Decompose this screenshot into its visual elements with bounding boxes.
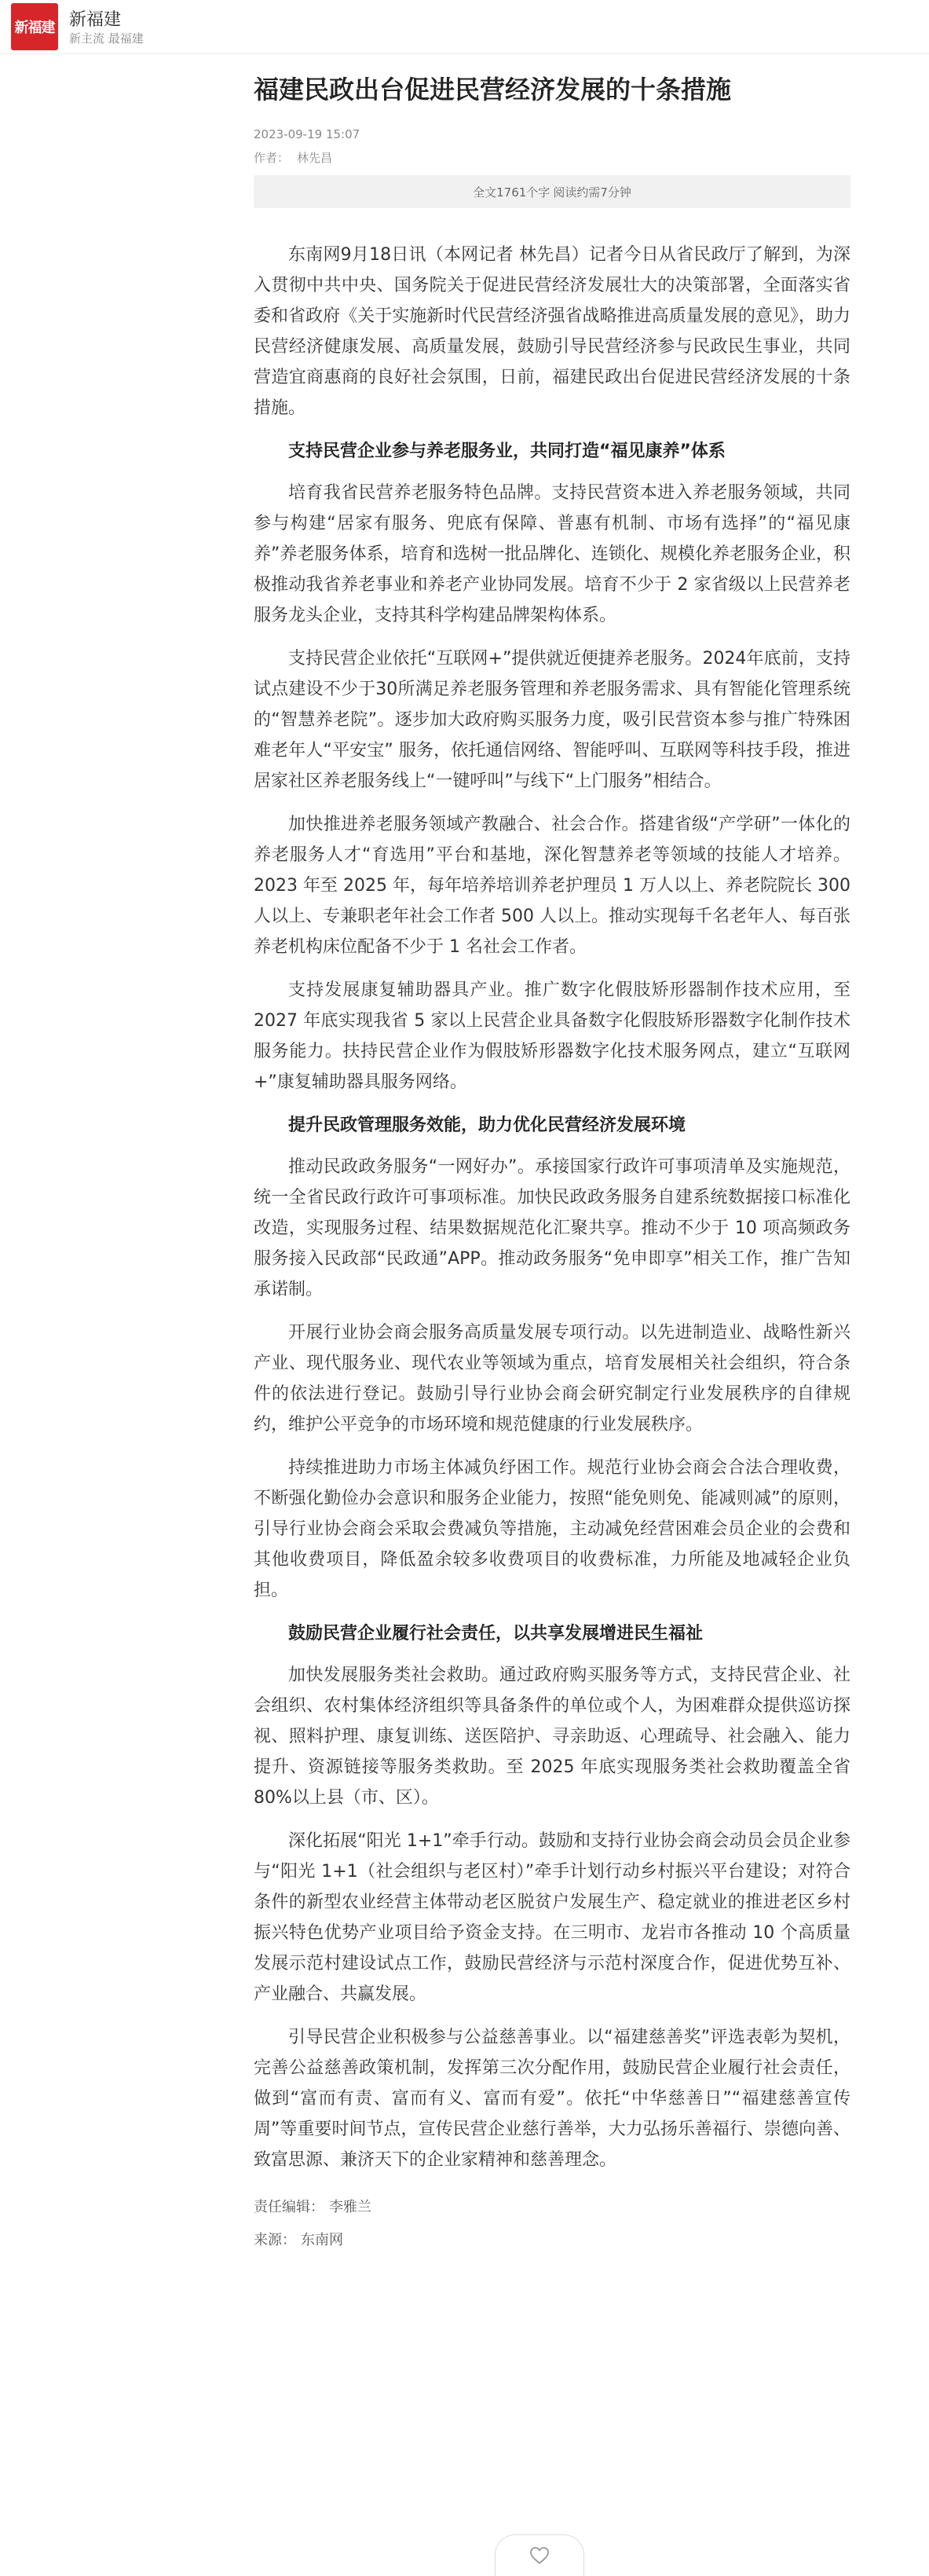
source-name: 东南网: [301, 2232, 343, 2248]
paragraph: 持续推进助力市场主体减负纾困工作。规范行业协会商会合法合理收费，不断强化勤俭办会意识和服务企业能力，按照“能免则免、能减则减”的原则，引导行业协会商会采取会费减负等措施，主动减免经营困难会员企业的会费和其他收费项目，降低盈余较多收费项目的收费标准，力所能及地减轻企业负担。: [254, 1458, 850, 1600]
source-label: 来源：: [254, 2232, 296, 2248]
paragraph: 深化拓展“阳光 1+1”牵手行动。鼓励和支持行业协会商会动员会员企业参与“阳光 1+1（社会组织与老区村）”牵手计划行动乡村振兴平台建设；对符合条件的新型农业经营主体带动老区脱贫户发展生产、稳定就业的推进老区乡村振兴特色优势产业项目给予资金支持。在三明市、龙岩市各推动 10 个高质量发展示范村建设试点工作，鼓励民营经济与示范村深度合作，促进优势互补、产业融合、共赢发展。: [254, 1831, 850, 2004]
section-heading: 鼓励民营企业履行社会责任，以共享发展增进民生福祉: [288, 1624, 704, 1643]
author-line: [254, 149, 850, 166]
article-container: [254, 72, 850, 2262]
top-bar: [0, 0, 929, 54]
editor-line: [254, 2196, 850, 2216]
author-name: 林先昌: [297, 151, 333, 165]
app-slogan: 新主流 最福建: [69, 31, 144, 46]
like-button[interactable]: [495, 2534, 584, 2576]
heart-outline-icon: [529, 2546, 550, 2565]
paragraph: 引导民营企业积极参与公益慈善事业。以“福建慈善奖”评选表彰为契机，完善公益慈善政策机制，发挥第三次分配作用，鼓励民营企业履行社会责任，做到“富而有责、富而有义、富而有爱”。依托“中华慈善日”“福建慈善宣传周”等重要时间节点，宣传民营企业慈行善举，大力弘扬乐善福行、崇德向善、致富思源、兼济天下的企业家精神和慈善理念。: [254, 2028, 850, 2170]
paragraph: 支持发展康复辅助器具产业。推广数字化假肢矫形器制作技术应用，至 2027 年底实现我省 5 家以上民营企业具备数字化假肢矫形器数字化制作技术服务能力。扶持民营企业作为假肢矫形器数字化技术服务网点，建立“互联网+”康复辅助器具服务网络。: [254, 980, 850, 1092]
editor-label: 责任编辑：: [254, 2199, 324, 2215]
paragraph: 支持民营企业依托“互联网+”提供就近便捷养老服务。2024年底前，支持试点建设不少于30所满足养老服务管理和养老服务需求、具有智能化管理系统的“智慧养老院”。逐步加大政府购买服务力度，吸引民营资本参与推广特殊困难老年人“平安宝” 服务，依托通信网络、智能呼叫、互联网等科技手段，推进居家社区养老服务线上“一键呼叫”与线下“上门服务”相结合。: [254, 649, 850, 791]
paragraph: 加快推进养老服务领域产教融合、社会合作。搭建省级“产学研”一体化的养老服务人才“育选用”平台和基地，深化智慧养老等领域的技能人才培养。2023 年至 2025 年，每年培养培训养老护理员 1 万人以上、养老院院长 300 人以上、专兼职老年社会工作者 500 人以上。推动实现每千名老年人、每百张养老机构床位配备不少于 1 名社会工作者。: [254, 815, 850, 957]
paragraph: 培育我省民营养老服务特色品牌。支持民营资本进入养老服务领域，共同参与构建“居家有服务、兜底有保障、普惠有机制、市场有选择”的“福见康养”养老服务体系，培育和选树一批品牌化、连锁化、规模化养老服务企业，积极推动我省养老事业和养老产业协同发展。培育不少于 2 家省级以上民营养老服务龙头企业，支持其科学构建品牌架构体系。: [254, 483, 850, 625]
author-label: 作者：: [254, 151, 290, 165]
paragraph: 加快发展服务类社会救助。通过政府购买服务等方式，支持民营企业、社会组织、农村集体经济组织等具备条件的单位或个人，为困难群众提供巡访探视、照料护理、康复训练、送医陪护、寻亲助返、心理疏导、社会融入、能力提升、资源链接等服务类救助。至 2025 年底实现服务类社会救助覆盖全省 80%以上县（市、区）。: [254, 1665, 850, 1808]
paragraph: 东南网9月18日讯（本网记者 林先昌）记者今日从省民政厅了解到，为深入贯彻中共中央、国务院关于促进民营经济发展壮大的决策部署，全面落实省委和省政府《关于实施新时代民营经济强省战略推进高质量发展的意见》，助力民营经济健康发展、高质量发展，鼓励引导民营经济参与民政民生事业，共同营造宜商惠商的良好社会氛围，日前，福建民政出台促进民营经济发展的十条措施。: [254, 245, 850, 418]
editor-name: 李雅兰: [329, 2199, 371, 2215]
paragraph: 开展行业协会商会服务高质量发展专项行动。以先进制造业、战略性新兴产业、现代服务业、现代农业等领域为重点，培育发展相关社会组织，符合条件的依法进行登记。鼓励引导行业协会商会研究制定行业发展秩序的自律规约，维护公平竞争的市场环境和规范健康的行业发展秩序。: [254, 1323, 850, 1435]
section-heading: 提升民政管理服务效能，助力优化民营经济发展环境: [288, 1116, 686, 1135]
publish-date: 2023-09-19 15:07: [254, 127, 360, 141]
word-count: 全文1761个字: [473, 185, 550, 200]
source-line: [254, 2229, 850, 2249]
section-heading: 支持民营企业参与养老服务业，共同打造“福见康养”体系: [288, 442, 726, 461]
read-info-bar: [254, 175, 850, 208]
app-name: 新福建: [69, 10, 122, 30]
app-logo[interactable]: 新福建: [11, 3, 58, 50]
article-title: 福建民政出台促进民营经济发展的十条措施: [254, 75, 732, 104]
article-body: [254, 240, 850, 2175]
paragraph: 推动民政政务服务“一网好办”。承接国家行政许可事项清单及实施规范，统一全省民政行政许可事项标准。加快民政政务服务自建系统数据接口标准化改造，实现服务过程、结果数据规范化汇聚共享。推动不少于 10 项高频政务服务接入民政部“民政通”APP。推动政务服务“免申即享”相关工作，推广告知承诺制。: [254, 1157, 850, 1299]
article-footer: [254, 2196, 850, 2249]
read-time: 阅读约需7分钟: [553, 185, 631, 200]
